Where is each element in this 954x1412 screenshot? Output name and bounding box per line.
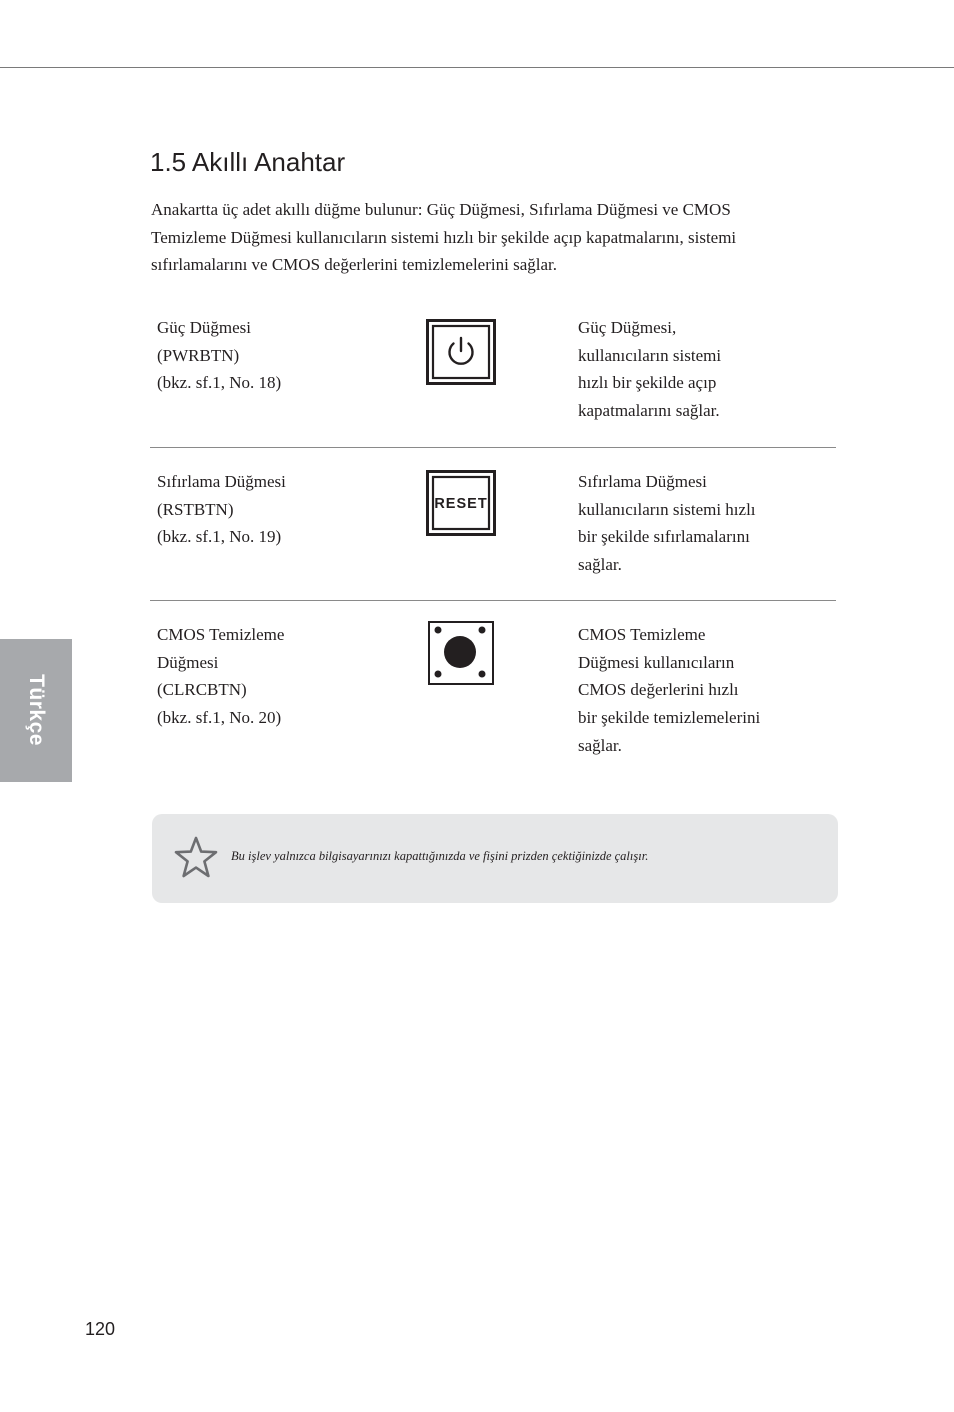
name-line: Düğmesi [157,652,219,672]
intro-line: Temizleme Düğmesi kullanıcıların sistemi hızlı bir şekilde açıp kapatmalarını, sistemi [151,227,737,247]
header-rule [0,67,954,68]
description-line: CMOS Temizleme [578,625,706,644]
name-line: (CLRCBTN) [157,680,247,700]
description-line: CMOS değerlerini hızlı [578,680,739,700]
intro-paragraph [151,196,811,279]
reset-button-icon [426,470,496,541]
note-text: Bu işlev yalnızca bilgisayarınızı kapattığınızda ve fişini prizden çektiğinizde çalışır. [231,849,649,863]
note-box [152,814,838,903]
page-number: 120 [85,1319,116,1339]
name-line: Sıfırlama Düğmesi [157,472,286,491]
name-line: CMOS Temizleme [157,625,285,644]
power-button-row [150,314,836,434]
description-line: Düğmesi kullanıcıların [578,652,735,672]
description-line: kullanıcıların sistemi [578,345,722,365]
intro-line: Anakartta üç adet akıllı düğme bulunur: Güç Düğmesi, Sıfırlama Düğmesi ve CMOS [151,200,731,219]
reset-icon-label: RESET [434,496,488,512]
description-line: sağlar. [578,555,622,575]
clear-cmos-button-description [578,621,760,760]
description-line: bir şekilde temizlemelerini [578,708,761,728]
power-button-description [578,314,721,425]
description-line: sağlar. [578,735,622,755]
clear-cmos-button-name [157,621,284,732]
name-line: (bkz. sf.1, No. 19) [157,527,282,547]
section-title: 1.5 Akıllı Anahtar [150,147,346,177]
language-tab-label: Türkçe [25,674,48,746]
reset-button-name [157,468,286,551]
intro-line: sıfırlamalarını ve CMOS değerlerini temizlemelerini sağlar. [151,255,557,275]
description-line: hızlı bir şekilde açıp [578,373,717,393]
description-line: Sıfırlama Düğmesi [578,472,707,491]
name-line: Güç Düğmesi [157,318,251,337]
row-divider [150,447,836,448]
power-button-icon [426,319,496,390]
reset-button-row [150,468,836,588]
clear-cmos-button-icon [428,621,494,690]
name-line: (bkz. sf.1, No. 20) [157,708,282,728]
name-line: (RSTBTN) [157,499,234,519]
clear-cmos-button-row [150,621,836,771]
description-line: bir şekilde sıfırlamalarını [578,527,750,547]
reset-button-description [578,468,756,579]
power-button-name [157,314,281,397]
description-line: kullanıcıların sistemi hızlı [578,499,756,519]
description-line: Güç Düğmesi, [578,318,677,337]
language-side-tab [0,639,72,782]
name-line: (bkz. sf.1, No. 18) [157,373,282,393]
star-icon [172,835,220,884]
name-line: (PWRBTN) [157,345,240,365]
row-divider [150,600,836,601]
description-line: kapatmalarını sağlar. [578,401,720,421]
